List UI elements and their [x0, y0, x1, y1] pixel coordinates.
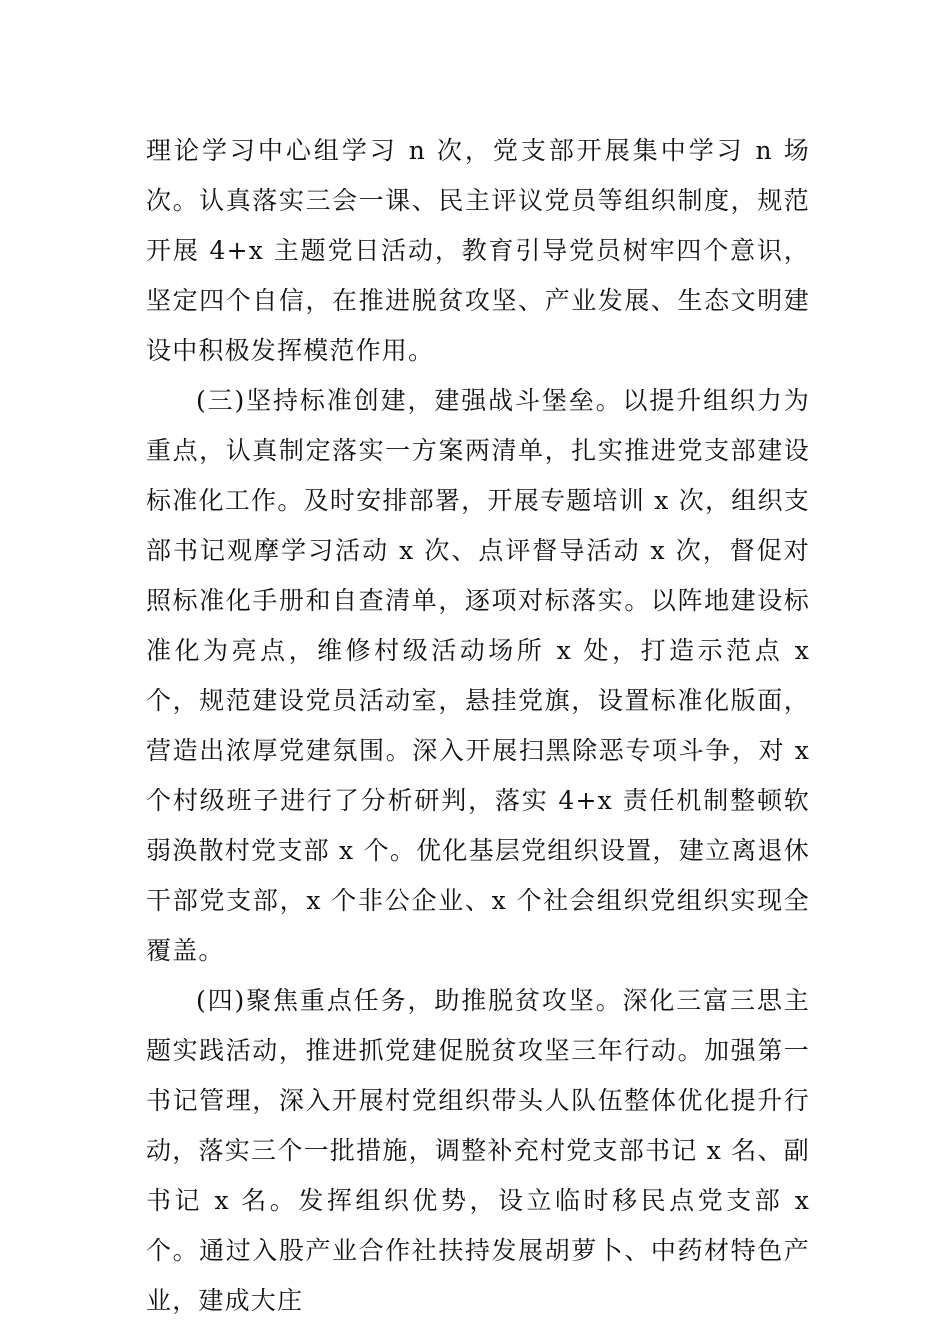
paragraph-section-four: (四)聚焦重点任务，助推脱贫攻坚。深化三富三思主题实践活动，推进抓党建促脱贫攻坚三年行动。加强第一书记管理，深入开展村党组织带头人队伍整体优化提升行动，落实三个一批措施，调整补充村党支部书记 x 名、副书记 x 名。发挥组织优势，设立临时移民点党支部 x 个。通过入股产业合作社扶持发展胡萝卜、中药材特色产业，建成大庄 — [146, 986, 810, 1315]
paragraph-study: 理论学习中心组学习 n 次，党支部开展集中学习 n 场次。认真落实三会一课、民主评议党员等组织制度，规范开展 4+x 主题党日活动，教育引导党员树牢四个意识，坚定四个自信，在推进脱贫攻坚、产业发展、生态文明建设中积极发挥模范作用。 — [146, 136, 810, 365]
paragraph-section-three: (三)坚持标准创建，建强战斗堡垒。以提升组织力为重点，认真制定落实一方案两清单，扎实推进党支部建设标准化工作。及时安排部署，开展专题培训 x 次，组织支部书记观摩学习活动 x 次、点评督导活动 x 次，督促对照标准化手册和自查清单，逐项对标落实。以阵地建设标准化为亮点，维修村级活动场所 x 处，打造示范点 x 个，规范建设党员活动室，悬挂党旗，设置标准化版面，营造出浓厚党建氛围。深入开展扫黑除恶专项斗争，对 x 个村级班子进行了分析研判，落实 4+x 责任机制整顿软弱涣散村党支部 x 个。优化基层党组织设置，建立离退休干部党支部，x 个非公企业、x 个社会组织党组织实现全覆盖。 — [146, 386, 810, 965]
document-page — [146, 126, 810, 1326]
